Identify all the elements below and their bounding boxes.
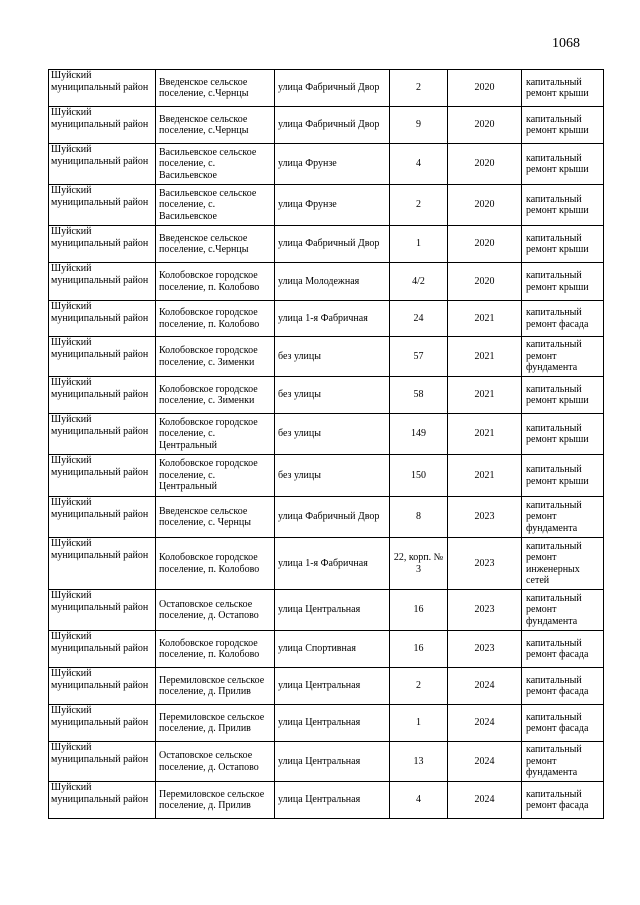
settlement-cell: Перемиловское сельское поселение, д. Прилив xyxy=(156,668,275,705)
street-cell: улица Фрунзе xyxy=(275,185,390,226)
year-cell: 2020 xyxy=(448,263,522,301)
street-cell: без улицы xyxy=(275,414,390,455)
year-cell: 2021 xyxy=(448,455,522,497)
year-cell: 2024 xyxy=(448,782,522,819)
house-number-cell: 4/2 xyxy=(390,263,448,301)
district-cell: Шуйский муниципальный район xyxy=(49,107,156,144)
table-row xyxy=(49,144,604,185)
table-row xyxy=(49,226,604,263)
district-cell: Шуйский муниципальный район xyxy=(49,455,156,497)
house-number-cell: 22, корп. № 3 xyxy=(390,538,448,590)
table-row xyxy=(49,301,604,337)
housing-repair-table xyxy=(48,69,604,819)
work-type-cell: капитальный ремонт крыши xyxy=(522,185,604,226)
street-cell: без улицы xyxy=(275,337,390,377)
settlement-cell: Колобовское городское поселение, с. Центральный xyxy=(156,455,275,497)
table-body xyxy=(49,70,604,819)
settlement-cell: Колобовское городское поселение, с. Зименки xyxy=(156,377,275,414)
district-cell: Шуйский муниципальный район xyxy=(49,185,156,226)
work-type-cell: капитальный ремонт крыши xyxy=(522,144,604,185)
district-cell: Шуйский муниципальный район xyxy=(49,301,156,337)
settlement-cell: Введенское сельское поселение, с. Чернцы xyxy=(156,497,275,538)
table-row xyxy=(49,538,604,590)
street-cell: улица Фабричный Двор xyxy=(275,70,390,107)
house-number-cell: 13 xyxy=(390,742,448,782)
house-number-cell: 57 xyxy=(390,337,448,377)
settlement-cell: Перемиловское сельское поселение, д. Прилив xyxy=(156,782,275,819)
house-number-cell: 8 xyxy=(390,497,448,538)
table-row xyxy=(49,705,604,742)
year-cell: 2023 xyxy=(448,631,522,668)
settlement-cell: Колобовское городское поселение, п. Колобово xyxy=(156,631,275,668)
work-type-cell: капитальный ремонт крыши xyxy=(522,414,604,455)
district-cell: Шуйский муниципальный район xyxy=(49,337,156,377)
work-type-cell: капитальный ремонт фасада xyxy=(522,705,604,742)
street-cell: улица Центральная xyxy=(275,668,390,705)
house-number-cell: 4 xyxy=(390,782,448,819)
work-type-cell: капитальный ремонт крыши xyxy=(522,226,604,263)
settlement-cell: Введенское сельское поселение, с.Чернцы xyxy=(156,70,275,107)
settlement-cell: Введенское сельское поселение, с.Чернцы xyxy=(156,226,275,263)
work-type-cell: капитальный ремонт фундамента xyxy=(522,337,604,377)
district-cell: Шуйский муниципальный район xyxy=(49,144,156,185)
district-cell: Шуйский муниципальный район xyxy=(49,705,156,742)
year-cell: 2020 xyxy=(448,70,522,107)
year-cell: 2023 xyxy=(448,538,522,590)
district-cell: Шуйский муниципальный район xyxy=(49,226,156,263)
house-number-cell: 1 xyxy=(390,226,448,263)
settlement-cell: Остаповское сельское поселение, д. Остапово xyxy=(156,590,275,631)
street-cell: улица Фабричный Двор xyxy=(275,107,390,144)
district-cell: Шуйский муниципальный район xyxy=(49,70,156,107)
table-row xyxy=(49,185,604,226)
work-type-cell: капитальный ремонт фасада xyxy=(522,631,604,668)
district-cell: Шуйский муниципальный район xyxy=(49,631,156,668)
district-cell: Шуйский муниципальный район xyxy=(49,263,156,301)
house-number-cell: 9 xyxy=(390,107,448,144)
table-row xyxy=(49,414,604,455)
work-type-cell: капитальный ремонт крыши xyxy=(522,263,604,301)
table-row xyxy=(49,70,604,107)
page-number: 1068 xyxy=(552,36,580,51)
settlement-cell: Васильевское сельское поселение, с. Васильевское xyxy=(156,144,275,185)
table-row xyxy=(49,107,604,144)
settlement-cell: Колобовское городское поселение, с. Центральный xyxy=(156,414,275,455)
street-cell: улица 1-я Фабричная xyxy=(275,538,390,590)
district-cell: Шуйский муниципальный район xyxy=(49,497,156,538)
house-number-cell: 2 xyxy=(390,185,448,226)
street-cell: улица Фрунзе xyxy=(275,144,390,185)
street-cell: улица Фабричный Двор xyxy=(275,497,390,538)
house-number-cell: 16 xyxy=(390,590,448,631)
year-cell: 2024 xyxy=(448,668,522,705)
street-cell: улица Центральная xyxy=(275,705,390,742)
street-cell: улица Центральная xyxy=(275,590,390,631)
year-cell: 2021 xyxy=(448,337,522,377)
district-cell: Шуйский муниципальный район xyxy=(49,782,156,819)
year-cell: 2024 xyxy=(448,742,522,782)
district-cell: Шуйский муниципальный район xyxy=(49,538,156,590)
work-type-cell: капитальный ремонт фундамента xyxy=(522,590,604,631)
table-row xyxy=(49,631,604,668)
work-type-cell: капитальный ремонт крыши xyxy=(522,107,604,144)
settlement-cell: Колобовское городское поселение, п. Колобово xyxy=(156,538,275,590)
house-number-cell: 24 xyxy=(390,301,448,337)
settlement-cell: Остаповское сельское поселение, д. Остапово xyxy=(156,742,275,782)
street-cell: улица Фабричный Двор xyxy=(275,226,390,263)
district-cell: Шуйский муниципальный район xyxy=(49,742,156,782)
table-row xyxy=(49,497,604,538)
settlement-cell: Перемиловское сельское поселение, д. Прилив xyxy=(156,705,275,742)
settlement-cell: Введенское сельское поселение, с.Чернцы xyxy=(156,107,275,144)
settlement-cell: Колобовское городское поселение, п. Колобово xyxy=(156,263,275,301)
house-number-cell: 1 xyxy=(390,705,448,742)
street-cell: улица Молодежная xyxy=(275,263,390,301)
work-type-cell: капитальный ремонт инженерных сетей xyxy=(522,538,604,590)
settlement-cell: Васильевское сельское поселение, с. Васильевское xyxy=(156,185,275,226)
work-type-cell: капитальный ремонт фасада xyxy=(522,782,604,819)
house-number-cell: 150 xyxy=(390,455,448,497)
year-cell: 2020 xyxy=(448,144,522,185)
year-cell: 2020 xyxy=(448,185,522,226)
house-number-cell: 4 xyxy=(390,144,448,185)
settlement-cell: Колобовское городское поселение, с. Зименки xyxy=(156,337,275,377)
year-cell: 2021 xyxy=(448,377,522,414)
street-cell: улица Центральная xyxy=(275,782,390,819)
year-cell: 2023 xyxy=(448,590,522,631)
district-cell: Шуйский муниципальный район xyxy=(49,590,156,631)
district-cell: Шуйский муниципальный район xyxy=(49,377,156,414)
work-type-cell: капитальный ремонт крыши xyxy=(522,70,604,107)
house-number-cell: 2 xyxy=(390,70,448,107)
table-row xyxy=(49,668,604,705)
year-cell: 2024 xyxy=(448,705,522,742)
district-cell: Шуйский муниципальный район xyxy=(49,668,156,705)
work-type-cell: капитальный ремонт фундамента xyxy=(522,497,604,538)
table-row xyxy=(49,455,604,497)
house-number-cell: 58 xyxy=(390,377,448,414)
street-cell: улица 1-я Фабричная xyxy=(275,301,390,337)
street-cell: без улицы xyxy=(275,455,390,497)
year-cell: 2023 xyxy=(448,497,522,538)
house-number-cell: 2 xyxy=(390,668,448,705)
table-row xyxy=(49,263,604,301)
district-cell: Шуйский муниципальный район xyxy=(49,414,156,455)
work-type-cell: капитальный ремонт фасада xyxy=(522,668,604,705)
house-number-cell: 149 xyxy=(390,414,448,455)
house-number-cell: 16 xyxy=(390,631,448,668)
street-cell: улица Центральная xyxy=(275,742,390,782)
year-cell: 2021 xyxy=(448,414,522,455)
year-cell: 2020 xyxy=(448,107,522,144)
work-type-cell: капитальный ремонт фундамента xyxy=(522,742,604,782)
work-type-cell: капитальный ремонт фасада xyxy=(522,301,604,337)
year-cell: 2020 xyxy=(448,226,522,263)
street-cell: улица Спортивная xyxy=(275,631,390,668)
work-type-cell: капитальный ремонт крыши xyxy=(522,455,604,497)
settlement-cell: Колобовское городское поселение, п. Колобово xyxy=(156,301,275,337)
table-row xyxy=(49,742,604,782)
year-cell: 2021 xyxy=(448,301,522,337)
table-row xyxy=(49,782,604,819)
street-cell: без улицы xyxy=(275,377,390,414)
table-row xyxy=(49,590,604,631)
work-type-cell: капитальный ремонт крыши xyxy=(522,377,604,414)
table-row xyxy=(49,377,604,414)
table-row xyxy=(49,337,604,377)
